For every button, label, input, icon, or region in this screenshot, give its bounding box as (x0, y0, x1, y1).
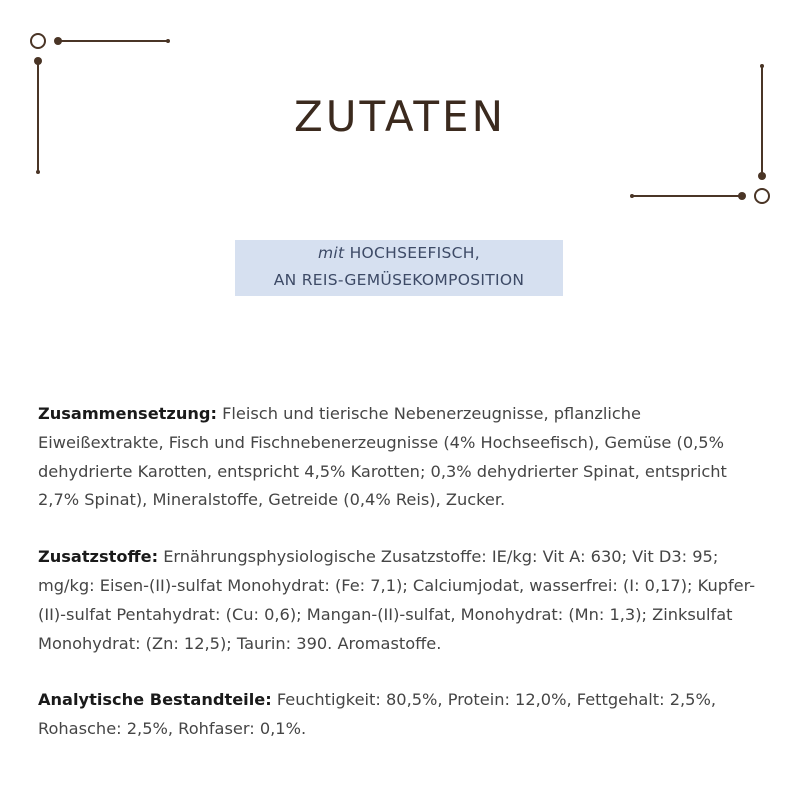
section-analytical (38, 686, 768, 744)
subtitle-italic: mit (317, 244, 345, 262)
section-label: Analytische Bestandteile: (38, 690, 272, 710)
subtitle-badge (235, 240, 563, 296)
section-label: Zusammensetzung: (38, 404, 217, 423)
subtitle-line-2: AN REIS-GEMÜSEKOMPOSITION (273, 271, 525, 289)
ingredients-text (38, 400, 768, 772)
section-additives (38, 543, 768, 658)
section-composition (38, 400, 768, 515)
section-text: Ernährungsphysiologische Zusatzstoffe: IE/kg: Vit A: 630; Vit D3: 95; mg/kg: Eisen-(II)-sulfat Monohydrat: (Fe: 7,1); Calciumjodat, wasserfrei: (I: 0,17); Kupfer-(II)-sulfat Pentahydrat: (Cu: 0,6); Mangan-(II)-sulfat, Monohydrat: (Mn: 1,3); Zinksulfat Monohydrat: (Zn: 12,5); Taurin: 390. Aromastoffe. (38, 547, 756, 653)
subtitle-line-1 (235, 240, 563, 267)
section-label: Zusatzstoffe: (38, 547, 159, 567)
page-title: ZUTATEN (294, 92, 506, 141)
section-text: Feuchtigkeit: 80,5%, Protein: 12,0%, Fettgehalt: 2,5%, Rohasche: 2,5%, Rohfaser: 0,1%. (38, 690, 716, 739)
section-text: Fleisch und tierische Nebenerzeugnisse, pflanzliche Eiweißextrakte, Fisch und Fischnebenerzeugnisse (4% Hochseefisch), Gemüse (0,5% dehydrierte Karotten, entspricht 4,5% Karotten; 0,3% dehydrierter Spinat, entspricht 2,7% Spinat), Mineralstoffe, Getreide (0,4% Reis), Zucker. (38, 404, 727, 510)
subtitle-line-1-rest: HOCHSEEFISCH, (344, 244, 480, 262)
